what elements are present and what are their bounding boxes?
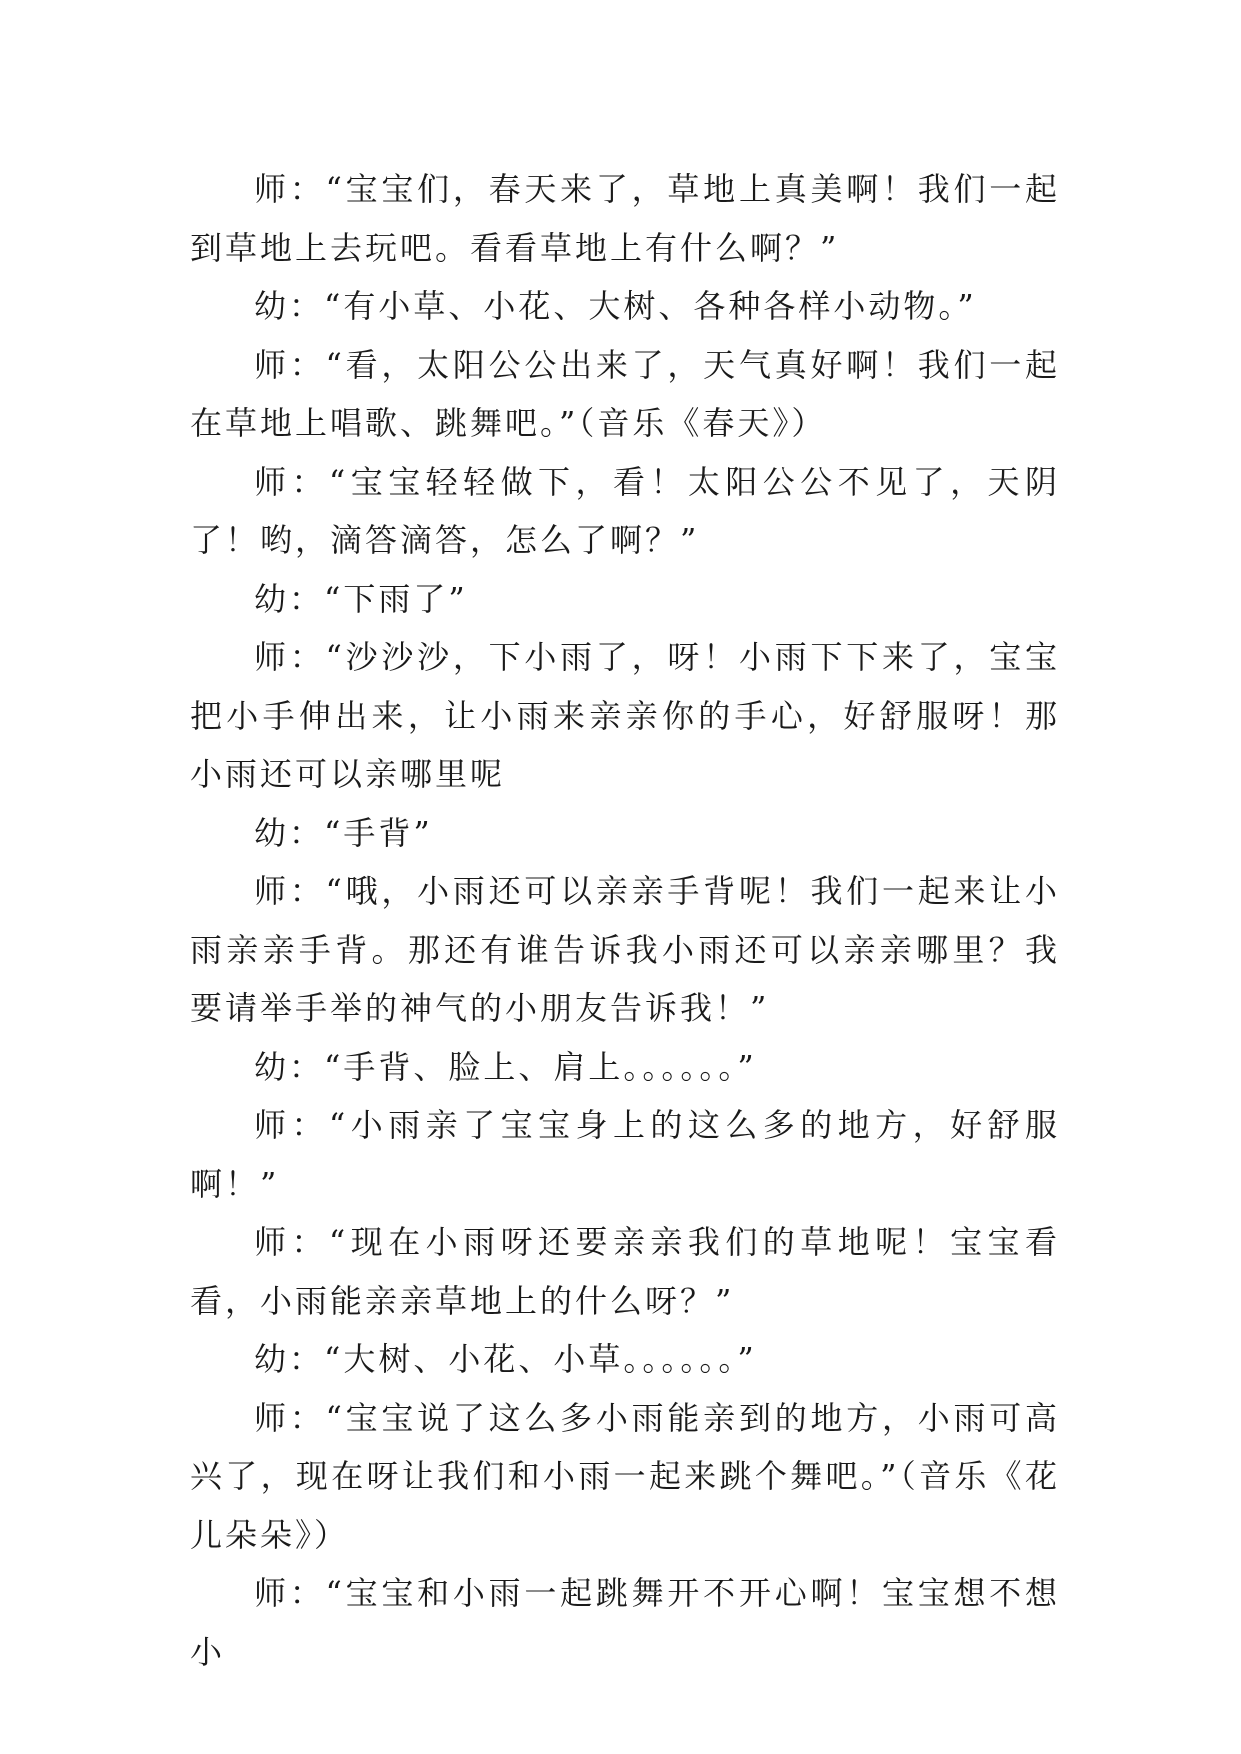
paragraph: 幼：“有小草、小花、大树、各种各样小动物。” <box>254 287 977 325</box>
paragraph: 师：“现在小雨呀还要亲亲我们的草地呢！宝宝看看，小雨能亲亲草地上的什么呀？” <box>190 1223 1060 1320</box>
paragraph: 师：“小雨亲了宝宝身上的这么多的地方，好舒服啊！” <box>190 1106 1060 1203</box>
paragraph: 师：“宝宝轻轻做下，看！太阳公公不见了，天阴了！哟，滴答滴答，怎么了啊？” <box>190 462 1060 559</box>
paragraph: 幼：“大树、小花、小草。。。。。。” <box>254 1340 757 1378</box>
paragraph: 师：“宝宝说了这么多小雨能亲到的地方，小雨可高兴了，现在呀让我们和小雨一起来跳个舞吧。”（音乐《花儿朵朵》） <box>190 1398 1060 1554</box>
paragraph: 幼：“手背” <box>254 813 433 852</box>
paragraph: 幼：“下雨了” <box>254 579 468 618</box>
document-body <box>190 160 1060 1681</box>
paragraph: 师：“看，太阳公公出来了，天气真好啊！我们一起在草地上唱歌、跳舞吧。”（音乐《春天》） <box>190 345 1060 442</box>
paragraph: 师：“宝宝们，春天来了，草地上真美啊！我们一起到草地上去玩吧。看看草地上有什么啊？” <box>190 170 1060 267</box>
paragraph: 师：“宝宝和小雨一起跳舞开不开心啊！宝宝想不想小 <box>190 1574 1060 1671</box>
paragraph: 师：“哦，小雨还可以亲亲手背呢！我们一起来让小雨亲亲手背。那还有谁告诉我小雨还可以亲亲哪里？我要请举手举的神气的小朋友告诉我！” <box>190 872 1060 1027</box>
paragraph: 师：“沙沙沙，下小雨了，呀！小雨下下来了，宝宝把小手伸出来，让小雨来亲亲你的手心，好舒服呀！那小雨还可以亲哪里呢 <box>190 638 1060 793</box>
paragraph: 幼：“手背、脸上、肩上。。。。。。” <box>254 1047 757 1086</box>
